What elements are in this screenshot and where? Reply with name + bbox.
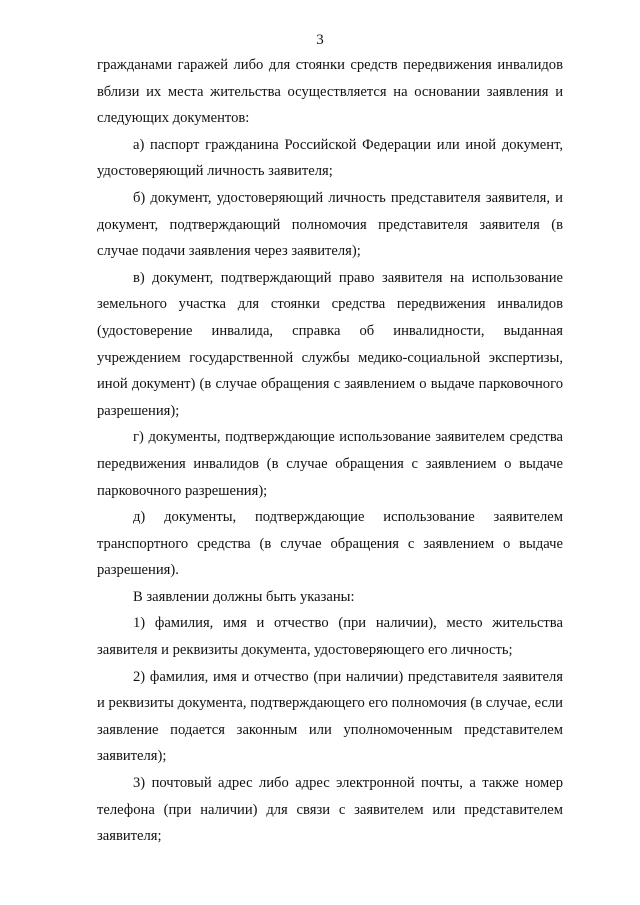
list-item-2-representative-name: 2) фамилия, имя и отчество (при наличии) представителя заявителя и реквизиты документа, подтверждающего его полномочия (в случае, если заявление подается законным или уполномоченным представителем заявителя); bbox=[97, 668, 563, 765]
list-item-g-vehicle-use: г) документы, подтверждающие использование заявителем средства передвижения инвалидов (в случае обращения с заявлением о выдаче парковочного разрешения); bbox=[97, 429, 563, 499]
list-item-3-contact-address: 3) почтовый адрес либо адрес электронной почты, а также номер телефона (при наличии) для связи с заявителем или представителем заявителя; bbox=[97, 775, 563, 845]
list-item-1-applicant-name: 1) фамилия, имя и отчество (при наличии), место жительства заявителя и реквизиты документа, удостоверяющего его личность; bbox=[97, 615, 563, 659]
list-item-v-land-use-right: в) документ, подтверждающий право заявителя на использование земельного участка для стоянки средства передвижения инвалидов (удостоверение инвалида, справка об инвалидности, выданная учреждением государственной службы медико-социальной экспертизы, иной документ) (в случае обращения с заявлением о выдаче парковочного разрешения); bbox=[97, 269, 563, 419]
paragraph-continuation: гражданами гаражей либо для стоянки средств передвижения инвалидов вблизи их места жительства осуществляется на основании заявления и следующих документов: bbox=[97, 57, 563, 127]
page-number: 3 bbox=[316, 32, 324, 48]
list-item-a-passport: а) паспорт гражданина Российской Федерации или иной документ, удостоверяющий личность заявителя; bbox=[97, 136, 563, 180]
document-body bbox=[97, 52, 563, 850]
application-contents-heading: В заявлении должны быть указаны: bbox=[133, 588, 355, 605]
list-item-b-representative-id: б) документ, удостоверяющий личность представителя заявителя, и документ, подтверждающий полномочия представителя заявителя (в случае подачи заявления через заявителя); bbox=[97, 189, 563, 260]
list-item-d-transport-vehicle: д) документы, подтверждающие использование заявителем транспортного средства (в случае обращения с заявлением о выдаче разрешения). bbox=[97, 509, 563, 579]
